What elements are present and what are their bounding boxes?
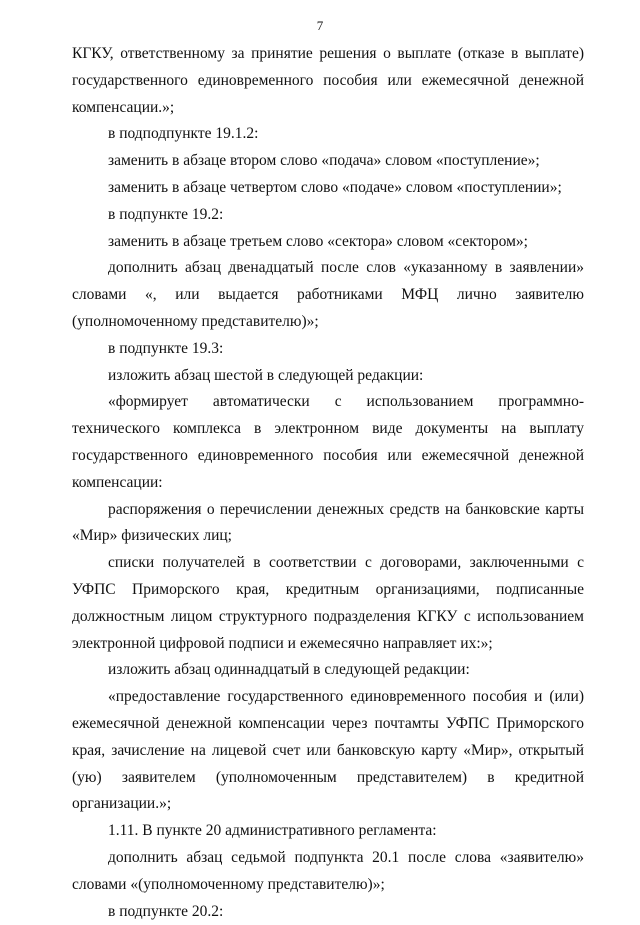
paragraph: дополнить абзац седьмой подпункта 20.1 после слова «заявителю» словами «(уполномоченному представителю)»; xyxy=(72,845,584,899)
paragraph: КГКУ, ответственному за принятие решения о выплате (отказе в выплате) государственного единовременного пособия или ежемесячной денежной компенсации.»; xyxy=(72,41,584,121)
paragraph: заменить в абзаце четвертом слово «подаче» словом «поступлении»; xyxy=(72,175,584,202)
paragraph: заменить в абзаце третьем слово «сектора» словом «сектором»; xyxy=(72,229,584,256)
paragraph: в подподпункте 19.1.2: xyxy=(72,121,584,148)
document-body xyxy=(72,41,584,925)
paragraph: дополнить абзац двенадцатый после слов «указанному в заявлении» словами «, или выдается работниками МФЦ лично заявителю (уполномоченному представителю)»; xyxy=(72,255,584,335)
paragraph: «предоставление государственного единовременного пособия и (или) ежемесячной денежной компенсации через почтамты УФПС Приморского края, зачисление на лицевой счет или банковскую карту «Мир», открытый (ую) заявителем (уполномоченным представителем) в кредитной организации.»; xyxy=(72,684,584,818)
paragraph: в подпункте 19.3: xyxy=(72,336,584,363)
paragraph: заменить в абзаце втором слово «подача» словом «поступление»; xyxy=(72,148,584,175)
page-number: 7 xyxy=(0,18,640,34)
paragraph: списки получателей в соответствии с договорами, заключенными с УФПС Приморского края, кредитным организациями, подписанные должностным лицом структурного подразделения КГКУ с использованием электронной цифровой подписи и ежемесячно направляет их:»; xyxy=(72,550,584,657)
paragraph: распоряжения о перечислении денежных средств на банковские карты «Мир» физических лиц; xyxy=(72,497,584,551)
paragraph: 1.11. В пункте 20 административного регламента: xyxy=(72,818,584,845)
paragraph: в подпункте 19.2: xyxy=(72,202,584,229)
paragraph: «формирует автоматически с использованием программно-технического комплекса в электронном виде документы на выплату государственного единовременного пособия или ежемесячной денежной компенсации: xyxy=(72,389,584,496)
paragraph: изложить абзац одиннадцатый в следующей редакции: xyxy=(72,657,584,684)
paragraph: изложить абзац шестой в следующей редакции: xyxy=(72,363,584,390)
paragraph: в подпункте 20.2: xyxy=(72,899,584,925)
